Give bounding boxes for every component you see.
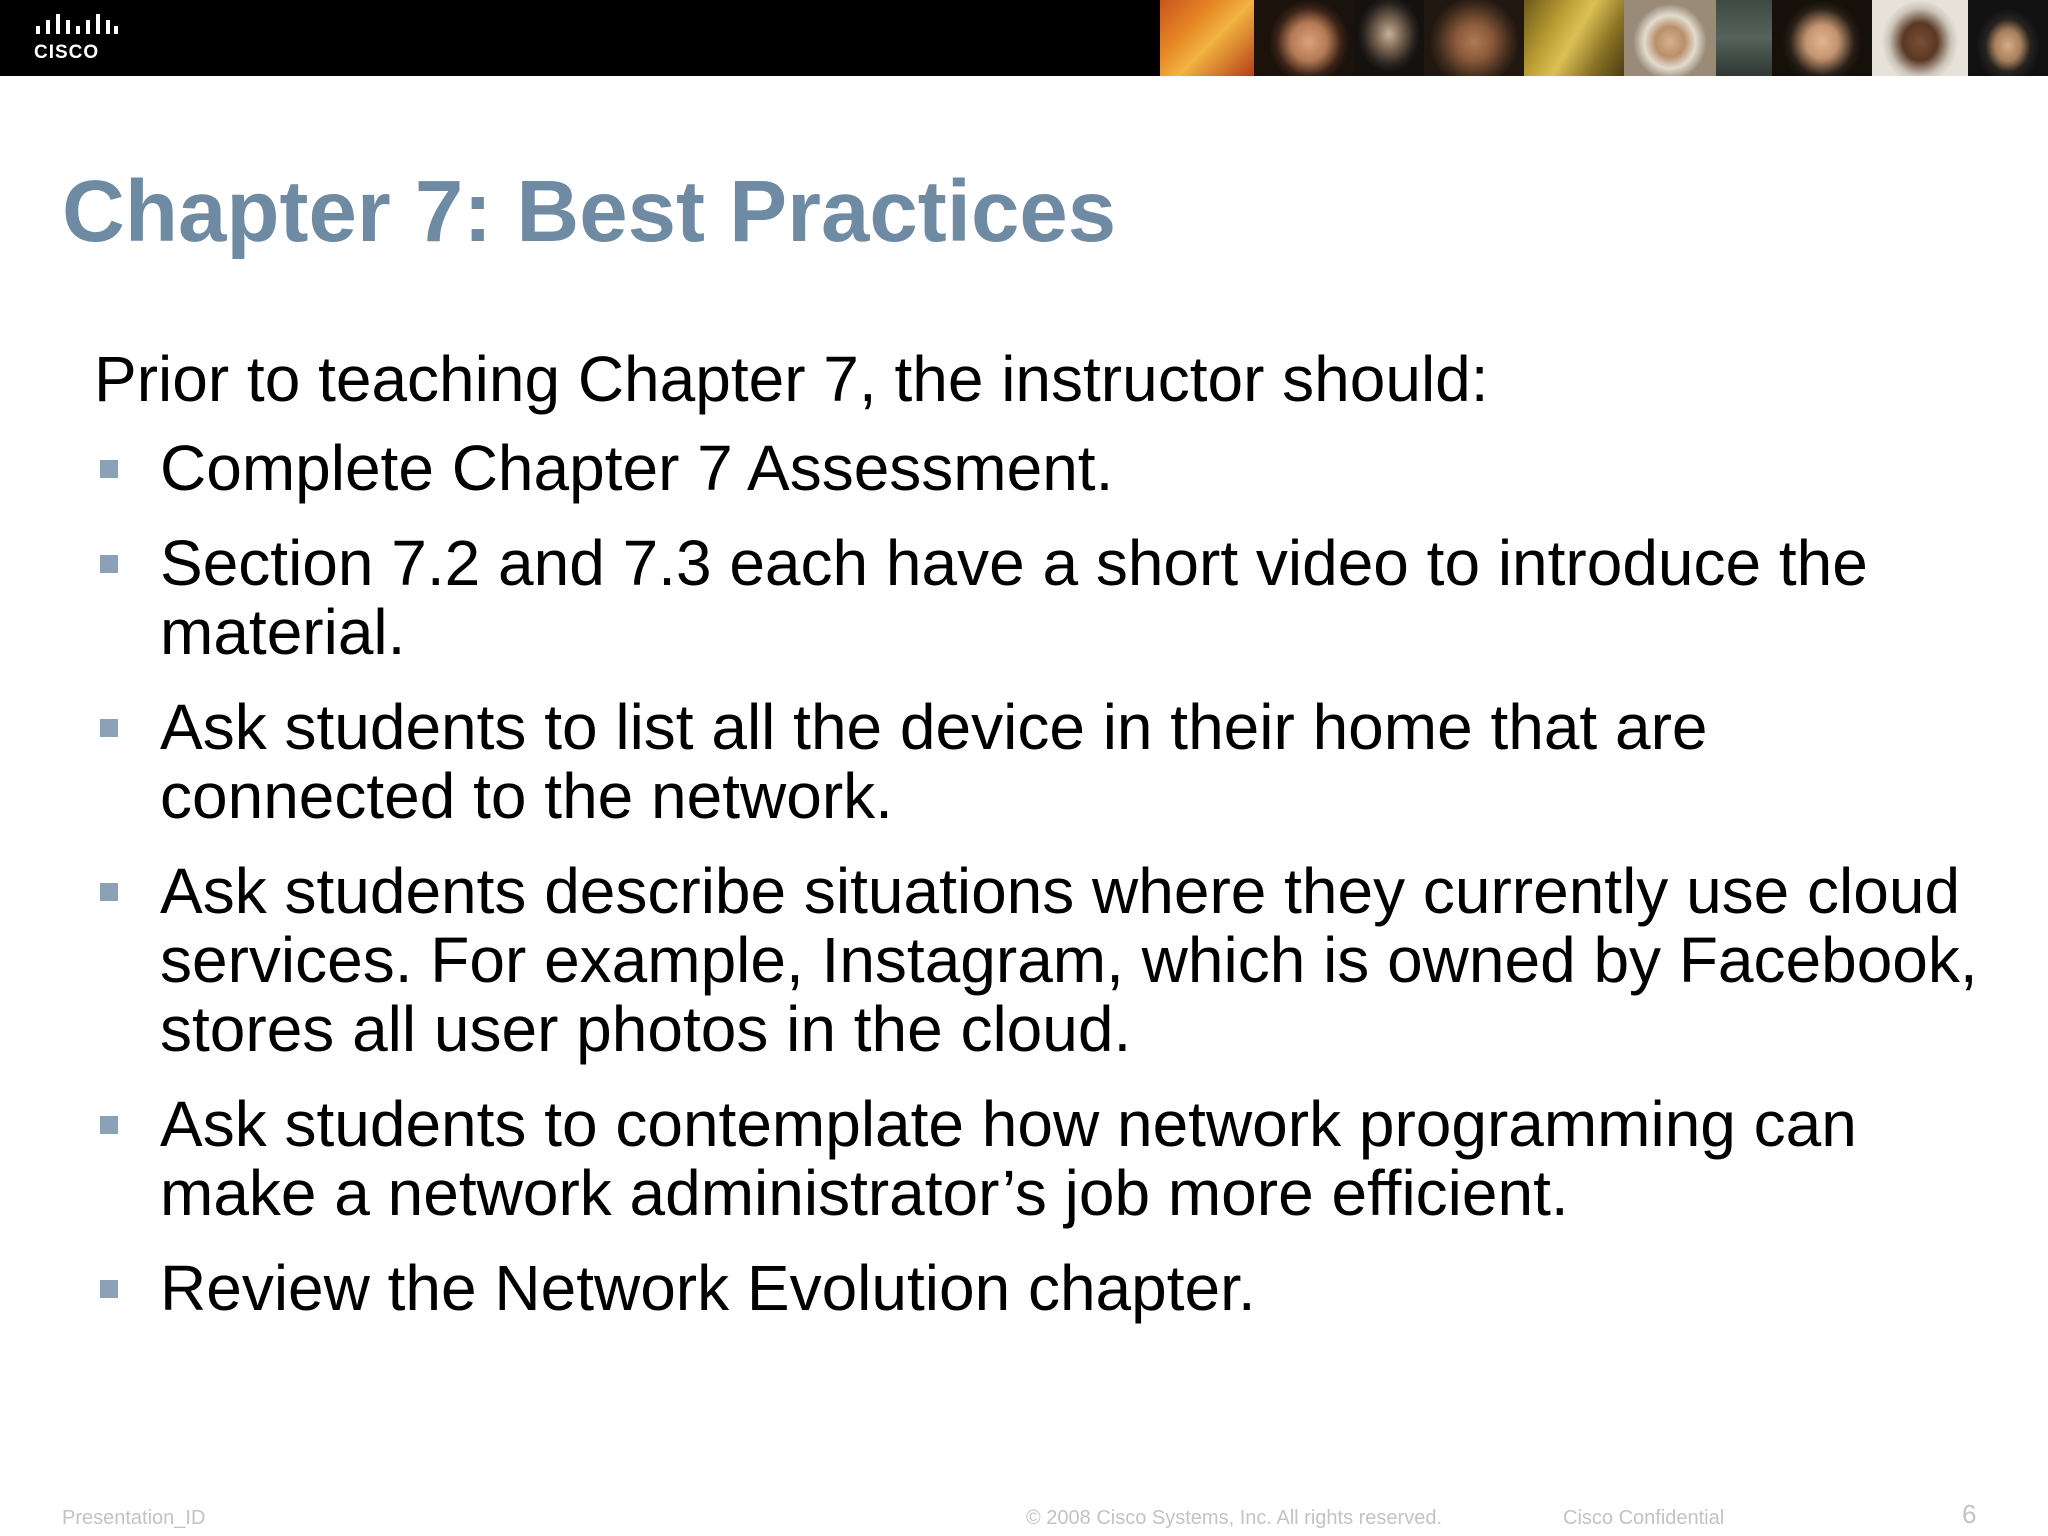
photo-orange-abstract xyxy=(1160,0,1254,76)
footer-copyright: © 2008 Cisco Systems, Inc. All rights reserved. xyxy=(1026,1507,1443,1529)
photo-man-with-glasses xyxy=(1354,0,1424,76)
bullet-text: Section 7.2 and 7.3 each have a short video to introduce the material. xyxy=(160,527,1868,668)
square-bullet-icon xyxy=(100,1116,118,1134)
photo-golden-texture xyxy=(1524,0,1624,76)
bullet-text: Ask students describe situations where they currently use cloud services. For example, Instagram, which is owned by Facebook, stores all user photos in the cloud. xyxy=(160,855,1978,1065)
bullet-text: Review the Network Evolution chapter. xyxy=(160,1252,1256,1324)
slide-title: Chapter 7: Best Practices xyxy=(62,163,1117,260)
bullet-list xyxy=(94,434,2014,1323)
photo-man-portrait xyxy=(1424,0,1524,76)
bullet-item xyxy=(94,434,2014,503)
bullet-text: Complete Chapter 7 Assessment. xyxy=(160,432,1114,504)
footer-presentation-id: Presentation_ID xyxy=(62,1507,206,1529)
cisco-bars-icon xyxy=(34,14,118,38)
square-bullet-icon xyxy=(100,555,118,573)
bullet-text: Ask students to contemplate how network programming can make a network administrator’s job more efficient. xyxy=(160,1088,1857,1229)
bullet-text: Ask students to list all the device in their home that are connected to the network. xyxy=(160,691,1708,832)
bullet-item xyxy=(94,529,2014,667)
square-bullet-icon xyxy=(100,883,118,901)
photo-woman-portrait xyxy=(1254,0,1354,76)
bullet-item xyxy=(94,1254,2014,1323)
square-bullet-icon xyxy=(100,1280,118,1298)
bullet-item xyxy=(94,1090,2014,1228)
square-bullet-icon xyxy=(100,719,118,737)
photo-young-woman xyxy=(1772,0,1872,76)
photo-man-with-cap xyxy=(1968,0,2048,76)
bullet-item xyxy=(94,693,2014,831)
slide-body xyxy=(94,344,2014,1349)
bullet-item xyxy=(94,857,2014,1064)
photo-woman-with-headscarf xyxy=(1624,0,1716,76)
cisco-logo xyxy=(34,14,124,64)
header-bar xyxy=(0,0,2048,76)
square-bullet-icon xyxy=(100,460,118,478)
cisco-wordmark: CISCO xyxy=(34,42,100,63)
photo-chalkboard xyxy=(1716,0,1772,76)
page-number: 6 xyxy=(1962,1499,1977,1529)
photo-young-man xyxy=(1872,0,1968,76)
footer-confidential: Cisco Confidential xyxy=(1563,1507,1725,1529)
intro-text: Prior to teaching Chapter 7, the instructor should: xyxy=(94,343,1489,415)
photo-strip xyxy=(1160,0,2048,76)
